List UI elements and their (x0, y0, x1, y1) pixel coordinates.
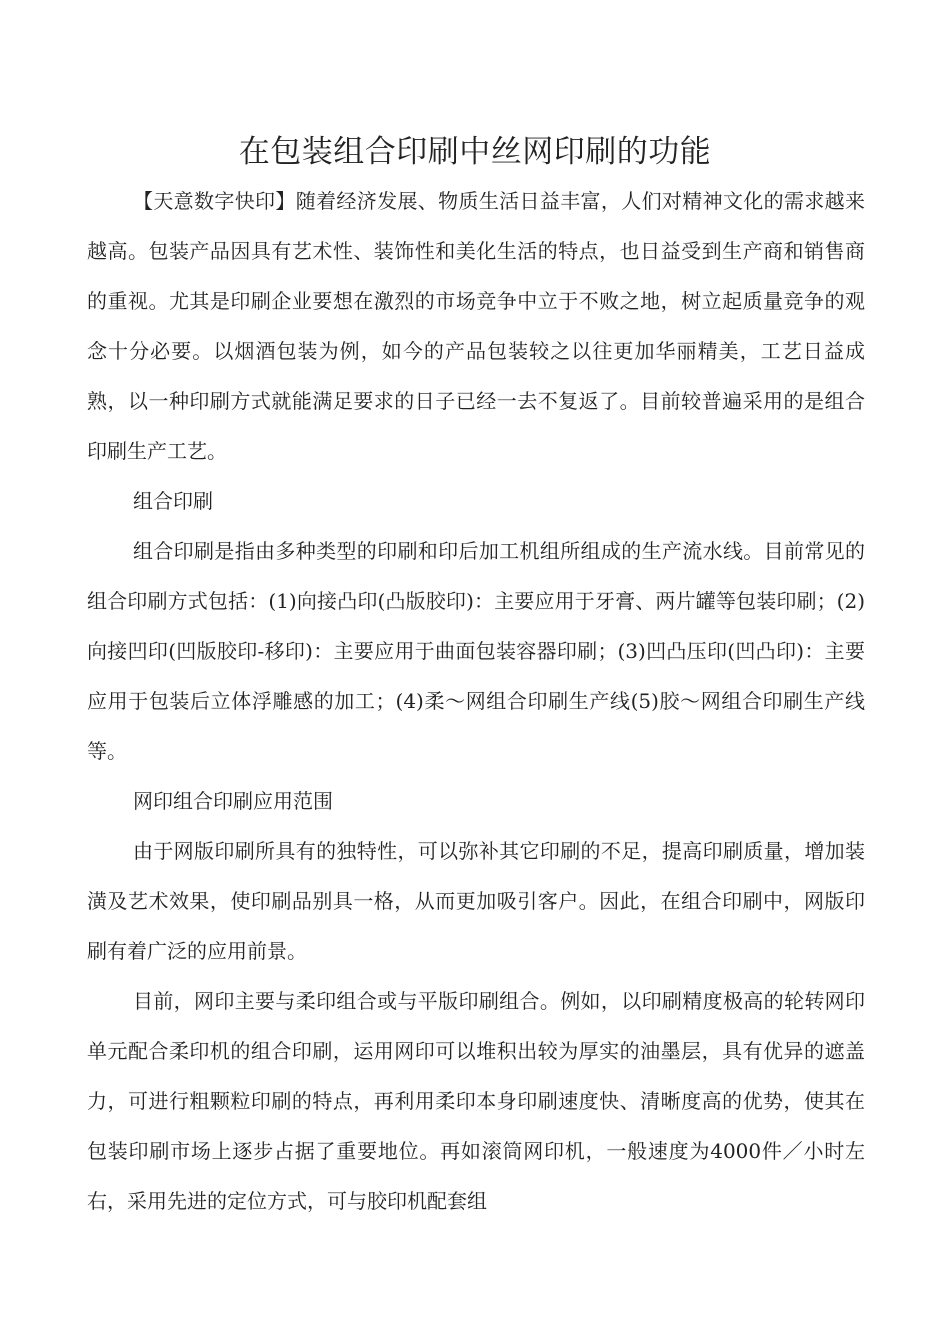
paragraph-combined-printing: 组合印刷是指由多种类型的印刷和印后加工机组所组成的生产流水线。目前常见的组合印刷方式包括：(1)向接凸印(凸版胶印)：主要应用于牙膏、两片罐等包装印刷；(2)向接凹印(凹版胶印-移印)：主要应用于曲面包装容器印刷；(3)凹凸压印(凹凸印)：主要应用于包装后立体浮雕感的加工；(4)柔～网组合印刷生产线(5)胶～网组合印刷生产线等。 (87, 539, 865, 763)
paragraph-screen-printing-advantages: 由于网版印刷所具有的独特性，可以弥补其它印刷的不足，提高印刷质量，增加装潢及艺术效果，使印刷品别具一格，从而更加吸引客户。因此，在组合印刷中，网版印刷有着广泛的应用前景。 (87, 839, 865, 963)
paragraph-intro: 【天意数字快印】随着经济发展、物质生活日益丰富，人们对精神文化的需求越来越高。包装产品因具有艺术性、装饰性和美化生活的特点，也日益受到生产商和销售商的重视。尤其是印刷企业要想在激烈的市场竞争中立于不败之地，树立起质量竞争的观念十分必要。以烟酒包装为例，如今的产品包装较之以往更加华丽精美，工艺日益成熟，以一种印刷方式就能满足要求的日子已经一去不复返了。目前较普遍采用的是组合印刷生产工艺。 (87, 189, 865, 463)
document-title: 在包装组合印刷中丝网印刷的功能 (238, 134, 712, 170)
paragraph-screen-printing-examples: 目前，网印主要与柔印组合或与平版印刷组合。例如，以印刷精度极高的轮转网印单元配合柔印机的组合印刷，运用网印可以堆积出较为厚实的油墨层，具有优异的遮盖力，可进行粗颗粒印刷的特点，再利用柔印本身印刷速度快、清晰度高的优势，使其在包装印刷市场上逐步占据了重要地位。再如滚筒网印机，一般速度为4000件／小时左右，采用先进的定位方式，可与胶印机配套组 (87, 989, 865, 1213)
section-heading-combined-printing: 组合印刷 (133, 489, 213, 513)
document-body (87, 176, 865, 1226)
section-heading-screen-printing-scope: 网印组合印刷应用范围 (133, 789, 333, 813)
